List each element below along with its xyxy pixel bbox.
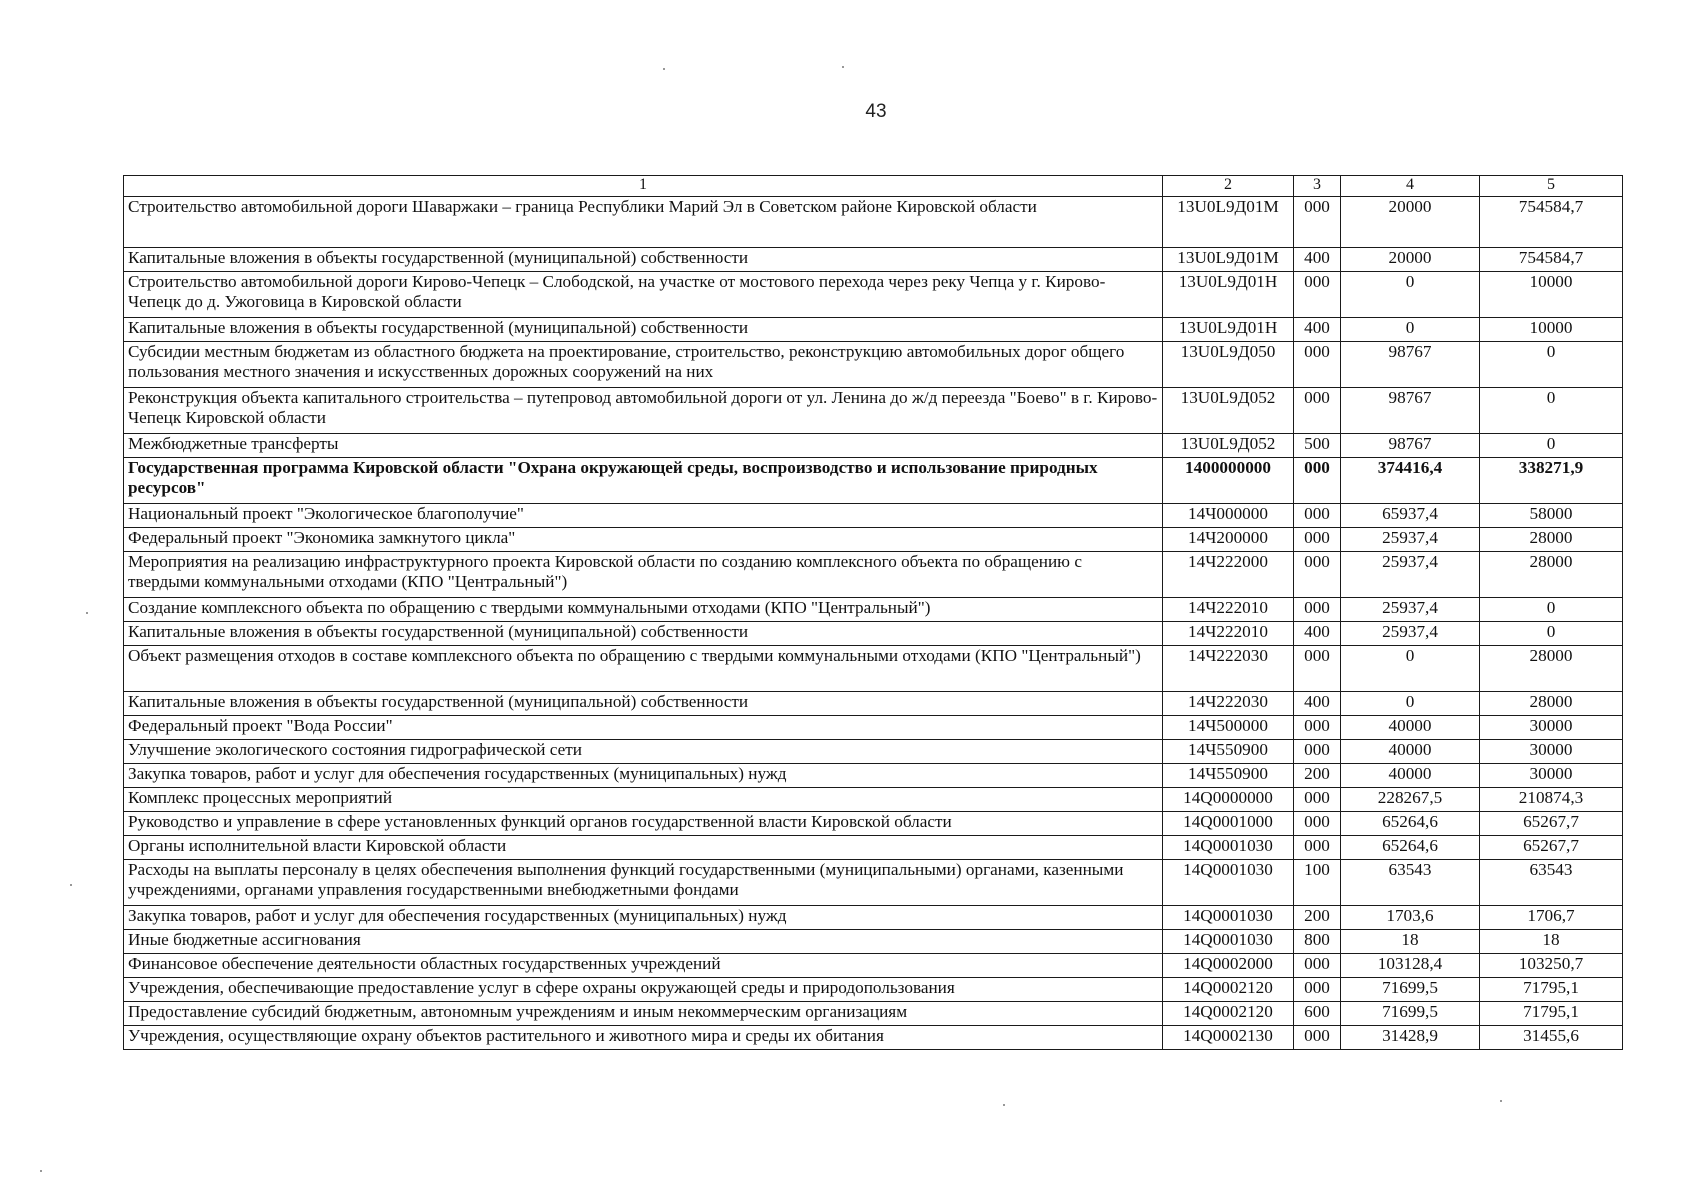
row-amount-1-cell: 65264,6 — [1341, 836, 1480, 860]
table-row — [124, 930, 1623, 954]
table-row — [124, 812, 1623, 836]
row-name-cell: Строительство автомобильной дороги Шаваржаки – граница Республики Марий Эл в Советском районе Кировской области — [124, 197, 1163, 248]
table-row — [124, 764, 1623, 788]
row-name-cell: Строительство автомобильной дороги Кирово-Чепецк – Слободской, на участке от мостового перехода через реку Чепца у г. Кирово-Чепецк до д. Ужоговица в Кировской области — [124, 272, 1163, 318]
row-name-cell: Мероприятия на реализацию инфраструктурного проекта Кировской области по созданию комплексного объекта по обращению с твердыми коммунальными отходами (КПО "Центральный") — [124, 552, 1163, 598]
row-amount-2-cell: 71795,1 — [1480, 978, 1623, 1002]
row-amount-2-cell: 0 — [1480, 342, 1623, 388]
row-name-cell: Федеральный проект "Вода России" — [124, 716, 1163, 740]
row-kind-cell: 500 — [1294, 434, 1341, 458]
row-amount-2-cell: 0 — [1480, 434, 1623, 458]
row-kind-cell: 000 — [1294, 836, 1341, 860]
row-amount-2-cell: 10000 — [1480, 318, 1623, 342]
table-row — [124, 272, 1623, 318]
row-amount-2-cell: 18 — [1480, 930, 1623, 954]
row-kind-cell: 000 — [1294, 954, 1341, 978]
row-code-cell: 14Q0002120 — [1163, 1002, 1294, 1026]
scan-speck — [1500, 1100, 1502, 1102]
row-amount-1-cell: 25937,4 — [1341, 598, 1480, 622]
row-amount-1-cell: 1703,6 — [1341, 906, 1480, 930]
column-header-4: 4 — [1341, 176, 1480, 197]
row-amount-2-cell: 28000 — [1480, 552, 1623, 598]
row-kind-cell: 400 — [1294, 248, 1341, 272]
row-amount-1-cell: 65937,4 — [1341, 504, 1480, 528]
row-code-cell: 14Ч222030 — [1163, 646, 1294, 692]
row-code-cell: 14Q0001030 — [1163, 860, 1294, 906]
row-name-cell: Учреждения, обеспечивающие предоставление услуг в сфере охраны окружающей среды и природопользования — [124, 978, 1163, 1002]
row-name-cell: Улучшение экологического состояния гидрографической сети — [124, 740, 1163, 764]
row-name-cell: Предоставление субсидий бюджетным, автономным учреждениям и иным некоммерческим организациям — [124, 1002, 1163, 1026]
row-kind-cell: 000 — [1294, 458, 1341, 504]
row-amount-2-cell: 754584,7 — [1480, 248, 1623, 272]
row-amount-2-cell: 1706,7 — [1480, 906, 1623, 930]
row-amount-1-cell: 0 — [1341, 692, 1480, 716]
row-amount-1-cell: 98767 — [1341, 434, 1480, 458]
table-row — [124, 716, 1623, 740]
row-code-cell: 14Q0002120 — [1163, 978, 1294, 1002]
row-amount-1-cell: 25937,4 — [1341, 622, 1480, 646]
table-row — [124, 740, 1623, 764]
row-amount-1-cell: 65264,6 — [1341, 812, 1480, 836]
row-kind-cell: 000 — [1294, 342, 1341, 388]
row-name-cell: Иные бюджетные ассигнования — [124, 930, 1163, 954]
table-row — [124, 1026, 1623, 1050]
table-row — [124, 458, 1623, 504]
row-amount-2-cell: 0 — [1480, 388, 1623, 434]
row-name-cell: Межбюджетные трансферты — [124, 434, 1163, 458]
row-kind-cell: 000 — [1294, 598, 1341, 622]
scan-speck — [86, 612, 88, 614]
table-row — [124, 434, 1623, 458]
row-amount-1-cell: 18 — [1341, 930, 1480, 954]
page-number: 43 — [865, 101, 887, 122]
table-body — [124, 197, 1623, 1050]
table-row — [124, 248, 1623, 272]
row-amount-1-cell: 228267,5 — [1341, 788, 1480, 812]
row-name-cell: Капитальные вложения в объекты государственной (муниципальной) собственности — [124, 622, 1163, 646]
row-kind-cell: 000 — [1294, 197, 1341, 248]
row-kind-cell: 000 — [1294, 978, 1341, 1002]
row-amount-1-cell: 71699,5 — [1341, 1002, 1480, 1026]
column-header-5: 5 — [1480, 176, 1623, 197]
row-name-cell: Федеральный проект "Экономика замкнутого цикла" — [124, 528, 1163, 552]
scan-speck — [1003, 1104, 1005, 1106]
row-amount-2-cell: 63543 — [1480, 860, 1623, 906]
row-amount-1-cell: 25937,4 — [1341, 528, 1480, 552]
row-name-cell: Капитальные вложения в объекты государственной (муниципальной) собственности — [124, 248, 1163, 272]
row-kind-cell: 200 — [1294, 906, 1341, 930]
row-code-cell: 14Q0001030 — [1163, 930, 1294, 954]
table-row — [124, 860, 1623, 906]
row-amount-2-cell: 31455,6 — [1480, 1026, 1623, 1050]
table-row — [124, 528, 1623, 552]
row-amount-2-cell: 65267,7 — [1480, 836, 1623, 860]
row-amount-1-cell: 103128,4 — [1341, 954, 1480, 978]
row-code-cell: 14Ч500000 — [1163, 716, 1294, 740]
row-code-cell: 14Ч222010 — [1163, 622, 1294, 646]
row-kind-cell: 000 — [1294, 646, 1341, 692]
row-name-cell: Комплекс процессных мероприятий — [124, 788, 1163, 812]
row-amount-2-cell: 103250,7 — [1480, 954, 1623, 978]
row-code-cell: 13U0L9Д052 — [1163, 388, 1294, 434]
row-amount-2-cell: 58000 — [1480, 504, 1623, 528]
row-kind-cell: 000 — [1294, 504, 1341, 528]
row-kind-cell: 400 — [1294, 318, 1341, 342]
row-code-cell: 14Ч200000 — [1163, 528, 1294, 552]
row-amount-1-cell: 0 — [1341, 646, 1480, 692]
row-amount-1-cell: 40000 — [1341, 764, 1480, 788]
row-kind-cell: 600 — [1294, 1002, 1341, 1026]
row-amount-2-cell: 30000 — [1480, 716, 1623, 740]
row-amount-1-cell: 98767 — [1341, 342, 1480, 388]
row-amount-2-cell: 28000 — [1480, 692, 1623, 716]
row-code-cell: 14Ч222030 — [1163, 692, 1294, 716]
row-code-cell: 14Ч550900 — [1163, 740, 1294, 764]
row-name-cell: Государственная программа Кировской области "Охрана окружающей среды, воспроизводство и использование природных ресурсов" — [124, 458, 1163, 504]
row-code-cell: 13U0L9Д01Н — [1163, 272, 1294, 318]
row-amount-2-cell: 30000 — [1480, 740, 1623, 764]
row-kind-cell: 100 — [1294, 860, 1341, 906]
row-kind-cell: 000 — [1294, 552, 1341, 598]
table-row — [124, 692, 1623, 716]
table-row — [124, 342, 1623, 388]
row-kind-cell: 000 — [1294, 812, 1341, 836]
row-kind-cell: 200 — [1294, 764, 1341, 788]
row-code-cell: 14Q0001030 — [1163, 906, 1294, 930]
column-header-3: 3 — [1294, 176, 1341, 197]
row-amount-1-cell: 25937,4 — [1341, 552, 1480, 598]
row-amount-1-cell: 63543 — [1341, 860, 1480, 906]
row-amount-2-cell: 754584,7 — [1480, 197, 1623, 248]
row-kind-cell: 000 — [1294, 528, 1341, 552]
row-code-cell: 14Ч550900 — [1163, 764, 1294, 788]
row-code-cell: 14Ч000000 — [1163, 504, 1294, 528]
row-amount-1-cell: 98767 — [1341, 388, 1480, 434]
row-name-cell: Учреждения, осуществляющие охрану объектов растительного и животного мира и среды их обитания — [124, 1026, 1163, 1050]
row-name-cell: Финансовое обеспечение деятельности областных государственных учреждений — [124, 954, 1163, 978]
row-code-cell: 14Ч222000 — [1163, 552, 1294, 598]
row-amount-1-cell: 20000 — [1341, 197, 1480, 248]
table-row — [124, 598, 1623, 622]
row-name-cell: Объект размещения отходов в составе комплексного объекта по обращению с твердыми коммунальными отходами (КПО "Центральный") — [124, 646, 1163, 692]
row-amount-1-cell: 0 — [1341, 272, 1480, 318]
row-kind-cell: 800 — [1294, 930, 1341, 954]
row-kind-cell: 000 — [1294, 388, 1341, 434]
row-kind-cell: 000 — [1294, 740, 1341, 764]
table-row — [124, 504, 1623, 528]
row-code-cell: 14Q0000000 — [1163, 788, 1294, 812]
row-code-cell: 14Q0002130 — [1163, 1026, 1294, 1050]
row-amount-1-cell: 0 — [1341, 318, 1480, 342]
row-code-cell: 14Q0001030 — [1163, 836, 1294, 860]
row-amount-1-cell: 374416,4 — [1341, 458, 1480, 504]
row-amount-2-cell: 0 — [1480, 622, 1623, 646]
table-row — [124, 954, 1623, 978]
row-code-cell: 13U0L9Д050 — [1163, 342, 1294, 388]
row-amount-2-cell: 65267,7 — [1480, 812, 1623, 836]
row-name-cell: Расходы на выплаты персоналу в целях обеспечения выполнения функций государственными (муниципальными) органами, казенными учреждениями, органами управления государственными внебюджетными фондами — [124, 860, 1163, 906]
row-code-cell: 14Ч222010 — [1163, 598, 1294, 622]
row-code-cell: 13U0L9Д01М — [1163, 197, 1294, 248]
row-code-cell: 13U0L9Д052 — [1163, 434, 1294, 458]
table-row — [124, 622, 1623, 646]
row-kind-cell: 000 — [1294, 716, 1341, 740]
table-row — [124, 388, 1623, 434]
row-name-cell: Закупка товаров, работ и услуг для обеспечения государственных (муниципальных) нужд — [124, 906, 1163, 930]
scan-speck — [842, 66, 844, 68]
row-amount-1-cell: 31428,9 — [1341, 1026, 1480, 1050]
row-kind-cell: 000 — [1294, 272, 1341, 318]
row-amount-1-cell: 20000 — [1341, 248, 1480, 272]
budget-table — [123, 175, 1623, 1050]
row-code-cell: 14Q0001000 — [1163, 812, 1294, 836]
table-row — [124, 836, 1623, 860]
scan-speck — [40, 1170, 42, 1172]
row-kind-cell: 000 — [1294, 788, 1341, 812]
row-code-cell: 1400000000 — [1163, 458, 1294, 504]
row-code-cell: 13U0L9Д01М — [1163, 248, 1294, 272]
row-amount-2-cell: 0 — [1480, 598, 1623, 622]
row-amount-2-cell: 71795,1 — [1480, 1002, 1623, 1026]
row-name-cell: Капитальные вложения в объекты государственной (муниципальной) собственности — [124, 692, 1163, 716]
table-row — [124, 978, 1623, 1002]
table-row — [124, 318, 1623, 342]
table-row — [124, 552, 1623, 598]
row-name-cell: Закупка товаров, работ и услуг для обеспечения государственных (муниципальных) нужд — [124, 764, 1163, 788]
row-name-cell: Создание комплексного объекта по обращению с твердыми коммунальными отходами (КПО "Центральный") — [124, 598, 1163, 622]
row-amount-2-cell: 28000 — [1480, 646, 1623, 692]
row-amount-2-cell: 338271,9 — [1480, 458, 1623, 504]
row-name-cell: Национальный проект "Экологическое благополучие" — [124, 504, 1163, 528]
row-amount-1-cell: 40000 — [1341, 740, 1480, 764]
row-name-cell: Субсидии местным бюджетам из областного бюджета на проектирование, строительство, реконструкцию автомобильных дорог общего пользования местного значения и искусственных дорожных сооружений на них — [124, 342, 1163, 388]
row-name-cell: Руководство и управление в сфере установленных функций органов государственной власти Кировской области — [124, 812, 1163, 836]
row-code-cell: 13U0L9Д01Н — [1163, 318, 1294, 342]
table-row — [124, 646, 1623, 692]
table-row — [124, 906, 1623, 930]
row-name-cell: Капитальные вложения в объекты государственной (муниципальной) собственности — [124, 318, 1163, 342]
row-amount-2-cell: 30000 — [1480, 764, 1623, 788]
row-amount-1-cell: 40000 — [1341, 716, 1480, 740]
row-name-cell: Реконструкция объекта капитального строительства – путепровод автомобильной дороги от ул. Ленина до ж/д переезда "Боево" в г. Кирово-Чепецк Кировской области — [124, 388, 1163, 434]
row-code-cell: 14Q0002000 — [1163, 954, 1294, 978]
row-amount-2-cell: 28000 — [1480, 528, 1623, 552]
row-kind-cell: 400 — [1294, 692, 1341, 716]
table-row — [124, 1002, 1623, 1026]
header-row — [124, 176, 1623, 197]
row-amount-1-cell: 71699,5 — [1341, 978, 1480, 1002]
row-name-cell: Органы исполнительной власти Кировской области — [124, 836, 1163, 860]
column-header-2: 2 — [1163, 176, 1294, 197]
row-amount-2-cell: 10000 — [1480, 272, 1623, 318]
row-amount-2-cell: 210874,3 — [1480, 788, 1623, 812]
table-row — [124, 788, 1623, 812]
column-header-1: 1 — [124, 176, 1163, 197]
row-kind-cell: 400 — [1294, 622, 1341, 646]
row-kind-cell: 000 — [1294, 1026, 1341, 1050]
table-row — [124, 197, 1623, 248]
scan-speck — [70, 884, 72, 886]
scan-speck — [663, 68, 665, 70]
